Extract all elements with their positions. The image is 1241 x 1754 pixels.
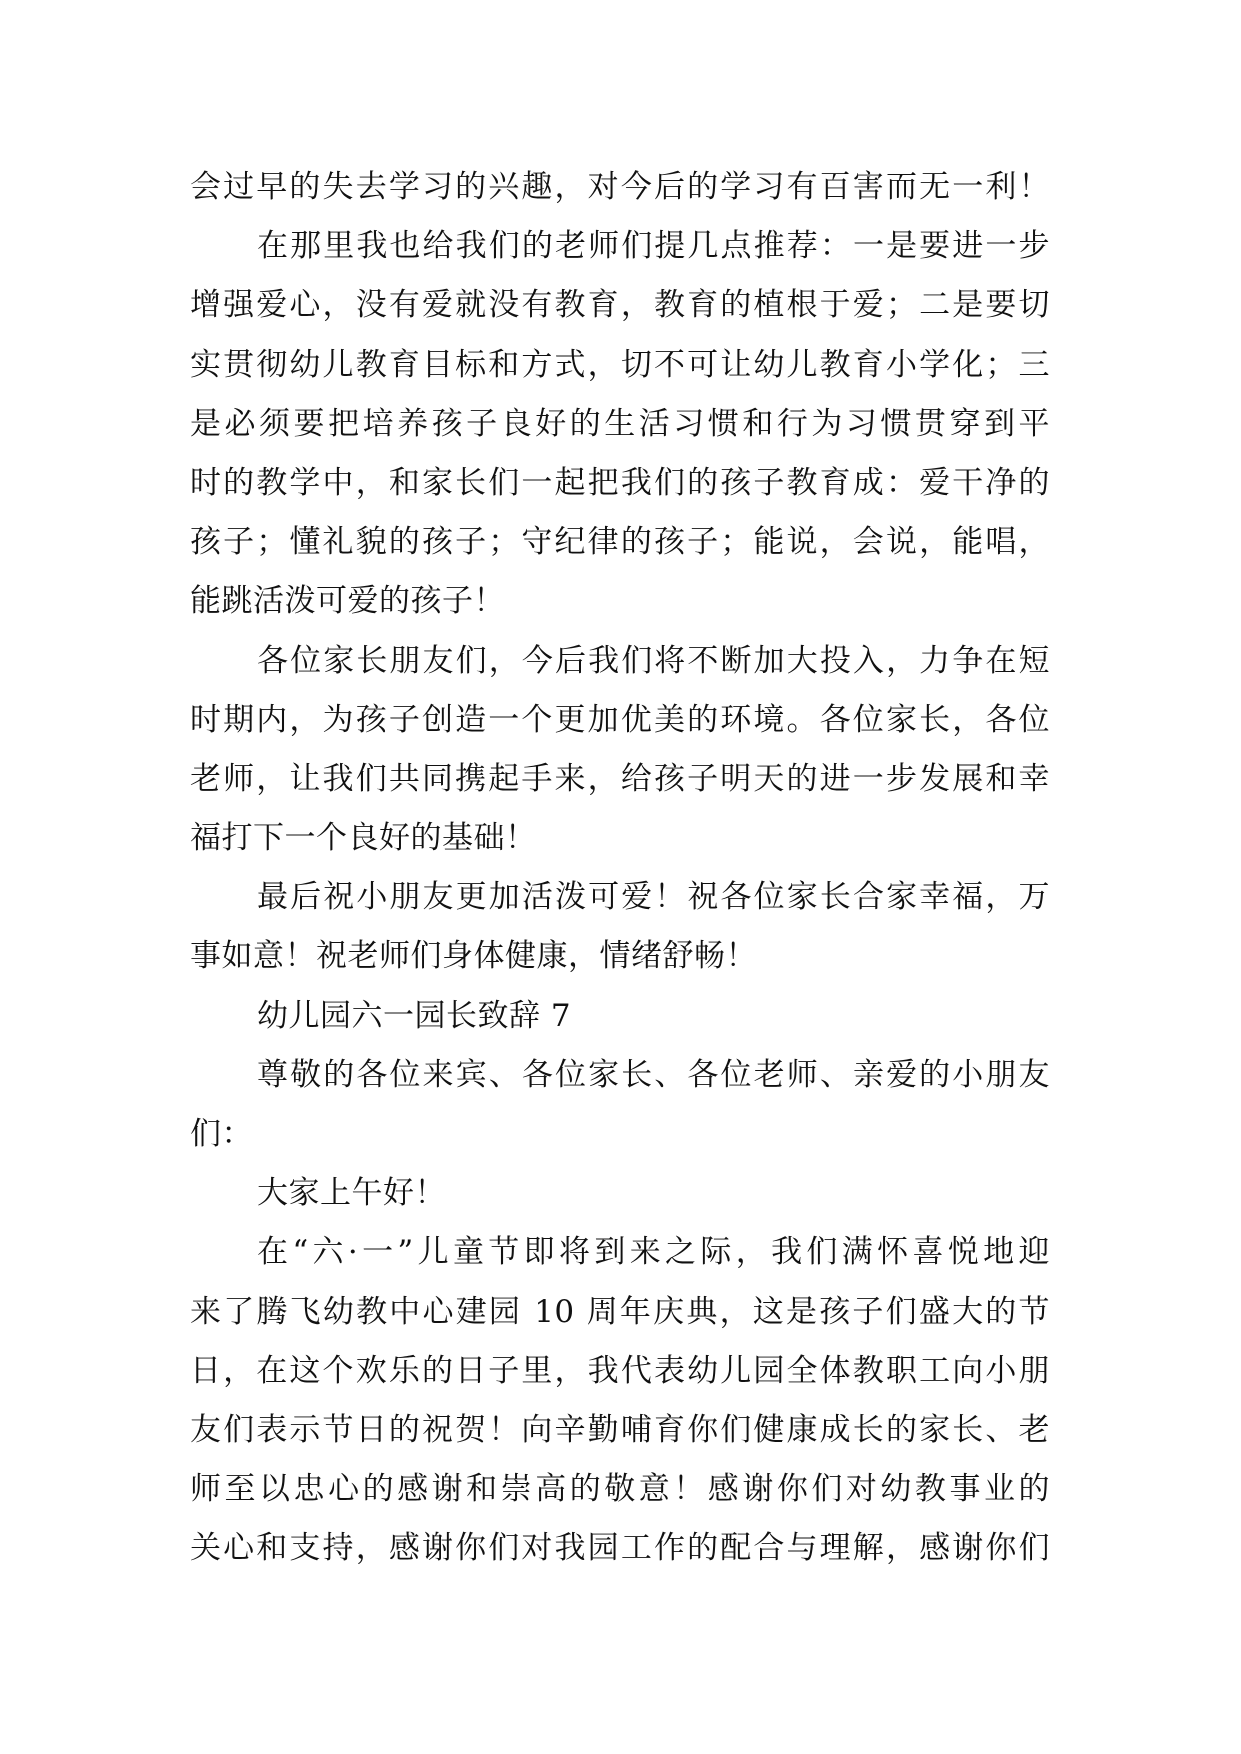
text-line: 时期内，为孩子创造一个更加优美的环境。各位家长，各位 (190, 701, 1050, 738)
text-line: 福打下一个良好的基础！ (190, 820, 537, 857)
text-line: 孩子；懂礼貌的孩子；守纪律的孩子；能说，会说，能唱， (190, 524, 1050, 561)
document-body (190, 158, 1050, 1579)
text-line: 在那里我也给我们的老师们提几点推荐：一是要进一步 (257, 228, 1050, 265)
text-line: 日，在这个欢乐的日子里，我代表幼儿园全体教职工向小朋 (190, 1352, 1050, 1389)
text-line: 们： (190, 1116, 253, 1152)
text-line: 在“六·一”儿童节即将到来之际，我们满怀喜悦地迎 (257, 1234, 1050, 1271)
text-line: 友们表示节日的祝贺！向辛勤哺育你们健康成长的家长、老 (190, 1411, 1050, 1448)
text-line: 关心和支持，感谢你们对我园工作的配合与理解，感谢你们 (190, 1530, 1050, 1567)
text-line: 能跳活泼可爱的孩子！ (190, 583, 505, 620)
text-line: 老师，让我们共同携起手来，给孩子明天的进一步发展和幸 (190, 760, 1050, 797)
text-line: 时的教学中，和家长们一起把我们的孩子教育成：爱干净的 (190, 464, 1050, 501)
text-line: 师至以忠心的感谢和崇高的敬意！感谢你们对幼教事业的 (190, 1471, 1050, 1508)
text-line: 事如意！祝老师们身体健康，情绪舒畅！ (190, 938, 757, 975)
text-line: 是必须要把培养孩子良好的生活习惯和行为习惯贯穿到平 (190, 405, 1050, 442)
text-line: 最后祝小朋友更加活泼可爱！祝各位家长合家幸福，万 (257, 879, 1050, 916)
text-line: 尊敬的各位来宾、各位家长、各位老师、亲爱的小朋友 (257, 1056, 1050, 1093)
text-line: 来了腾飞幼教中心建园 10 周年庆典，这是孩子们盛大的节 (190, 1293, 1050, 1330)
text-line: 实贯彻幼儿教育目标和方式，切不可让幼儿教育小学化；三 (190, 346, 1050, 383)
text-line: 幼儿园六一园长致辞 7 (257, 997, 572, 1034)
text-line: 各位家长朋友们，今后我们将不断加大投入，力争在短 (257, 642, 1050, 679)
text-line: 增强爱心，没有爱就没有教育，教育的植根于爱；二是要切 (190, 287, 1050, 324)
text-line: 大家上午好！ (257, 1175, 446, 1212)
text-line: 会过早的失去学习的兴趣，对今后的学习有百害而无一利！ (190, 169, 1050, 205)
